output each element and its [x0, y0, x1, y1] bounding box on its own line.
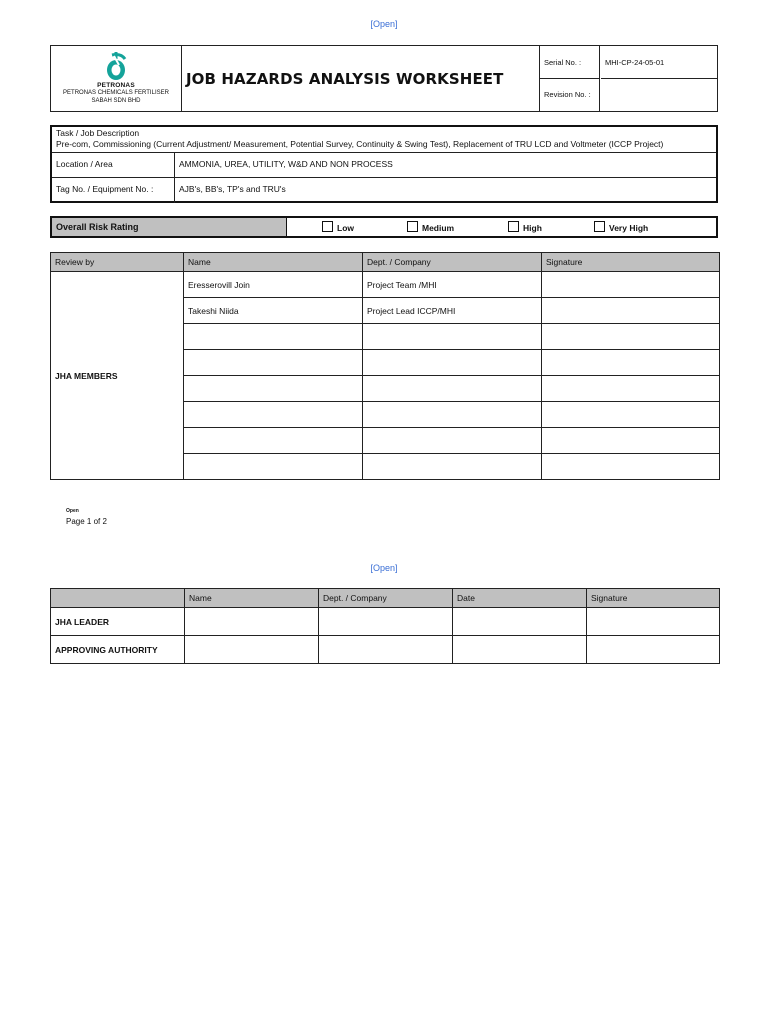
divider — [52, 152, 716, 153]
checkbox-icon[interactable] — [508, 221, 519, 232]
member-name[interactable] — [184, 376, 363, 402]
document-title: JOB HAZARDS ANALYSIS WORKSHEET — [186, 70, 504, 88]
member-signature[interactable] — [542, 272, 720, 298]
checkbox-icon[interactable] — [594, 221, 605, 232]
task-label: Task / Job Description — [56, 128, 140, 138]
member-dept[interactable] — [363, 402, 542, 428]
task-description: Pre-com, Commissioning (Current Adjustment/ Measurement, Potential Survey, Continuity & Swing Test), Replacement of TRU LCD and Voltmeter (ICCP Project) — [56, 139, 664, 149]
member-name[interactable] — [184, 454, 363, 480]
serial-label: Serial No. : — [540, 46, 600, 79]
member-dept[interactable]: Project Team /MHI — [363, 272, 542, 298]
role-jha-leader: JHA LEADER — [51, 608, 185, 636]
member-dept[interactable] — [363, 350, 542, 376]
member-signature[interactable] — [542, 376, 720, 402]
member-signature[interactable] — [542, 350, 720, 376]
date-cell[interactable] — [453, 636, 587, 664]
table-row — [51, 608, 720, 636]
risk-rating-label: Overall Risk Rating — [52, 218, 287, 236]
date-cell[interactable] — [453, 608, 587, 636]
member-signature[interactable] — [542, 428, 720, 454]
task-section — [50, 125, 718, 203]
header-dept: Dept. / Company — [319, 589, 453, 608]
member-name[interactable] — [184, 428, 363, 454]
revision-value — [601, 79, 717, 111]
name-cell[interactable] — [185, 608, 319, 636]
page-number: Page 1 of 2 — [66, 517, 107, 526]
dept-cell[interactable] — [319, 636, 453, 664]
header-date: Date — [453, 589, 587, 608]
risk-option-low[interactable]: Low — [322, 221, 354, 233]
review-table — [50, 252, 720, 480]
member-name[interactable]: Eresserovill Join — [184, 272, 363, 298]
member-dept[interactable] — [363, 376, 542, 402]
header-signature: Signature — [542, 253, 720, 272]
table-header-row — [51, 589, 720, 608]
header-role — [51, 589, 185, 608]
jha-members-label: JHA MEMBERS — [51, 272, 184, 480]
logo-cell — [51, 46, 182, 111]
member-name[interactable] — [184, 324, 363, 350]
classification-tag: [Open] — [370, 19, 398, 29]
petronas-logo-icon — [103, 51, 129, 81]
member-dept[interactable] — [363, 454, 542, 480]
divider — [174, 153, 175, 203]
header-name: Name — [184, 253, 363, 272]
checkbox-icon[interactable] — [322, 221, 333, 232]
risk-option-very-high[interactable]: Very High — [594, 221, 648, 233]
member-signature[interactable] — [542, 298, 720, 324]
member-name[interactable] — [184, 350, 363, 376]
member-signature[interactable] — [542, 324, 720, 350]
classification-tag: [Open] — [370, 563, 398, 573]
risk-option-high[interactable]: High — [508, 221, 542, 233]
company-line-1: PETRONAS CHEMICALS FERTILISER — [63, 90, 169, 96]
document-header — [50, 45, 718, 112]
revision-label: Revision No. : — [540, 79, 600, 111]
location-value: AMMONIA, UREA, UTILITY, W&D AND NON PROCESS — [179, 159, 393, 169]
risk-option-medium[interactable]: Medium — [407, 221, 454, 233]
role-approving-authority: APPROVING AUTHORITY — [51, 636, 185, 664]
title-cell — [182, 46, 540, 111]
serial-value: MHI-CP-24-05-01 — [601, 46, 717, 79]
name-cell[interactable] — [185, 636, 319, 664]
header-signature: Signature — [587, 589, 720, 608]
signature-cell[interactable] — [587, 636, 720, 664]
approval-table — [50, 588, 720, 664]
member-dept[interactable] — [363, 428, 542, 454]
signature-cell[interactable] — [587, 608, 720, 636]
company-line-2: SABAH SDN BHD — [91, 98, 141, 104]
location-label: Location / Area — [56, 159, 113, 169]
member-dept[interactable]: Project Lead ICCP/MHI — [363, 298, 542, 324]
table-row — [51, 636, 720, 664]
member-name[interactable]: Takeshi Niida — [184, 298, 363, 324]
table-header-row — [51, 253, 720, 272]
header-dept: Dept. / Company — [363, 253, 542, 272]
brand-name: PETRONAS — [97, 82, 135, 89]
table-row — [51, 272, 720, 298]
tag-value: AJB's, BB's, TP's and TRU's — [179, 184, 286, 194]
checkbox-icon[interactable] — [407, 221, 418, 232]
member-signature[interactable] — [542, 402, 720, 428]
dept-cell[interactable] — [319, 608, 453, 636]
header-review-by: Review by — [51, 253, 184, 272]
footer-classification: Open — [66, 508, 79, 514]
member-dept[interactable] — [363, 324, 542, 350]
member-signature[interactable] — [542, 454, 720, 480]
tag-label: Tag No. / Equipment No. : — [56, 184, 154, 194]
risk-rating-section — [50, 216, 718, 238]
divider — [52, 177, 716, 178]
header-name: Name — [185, 589, 319, 608]
member-name[interactable] — [184, 402, 363, 428]
